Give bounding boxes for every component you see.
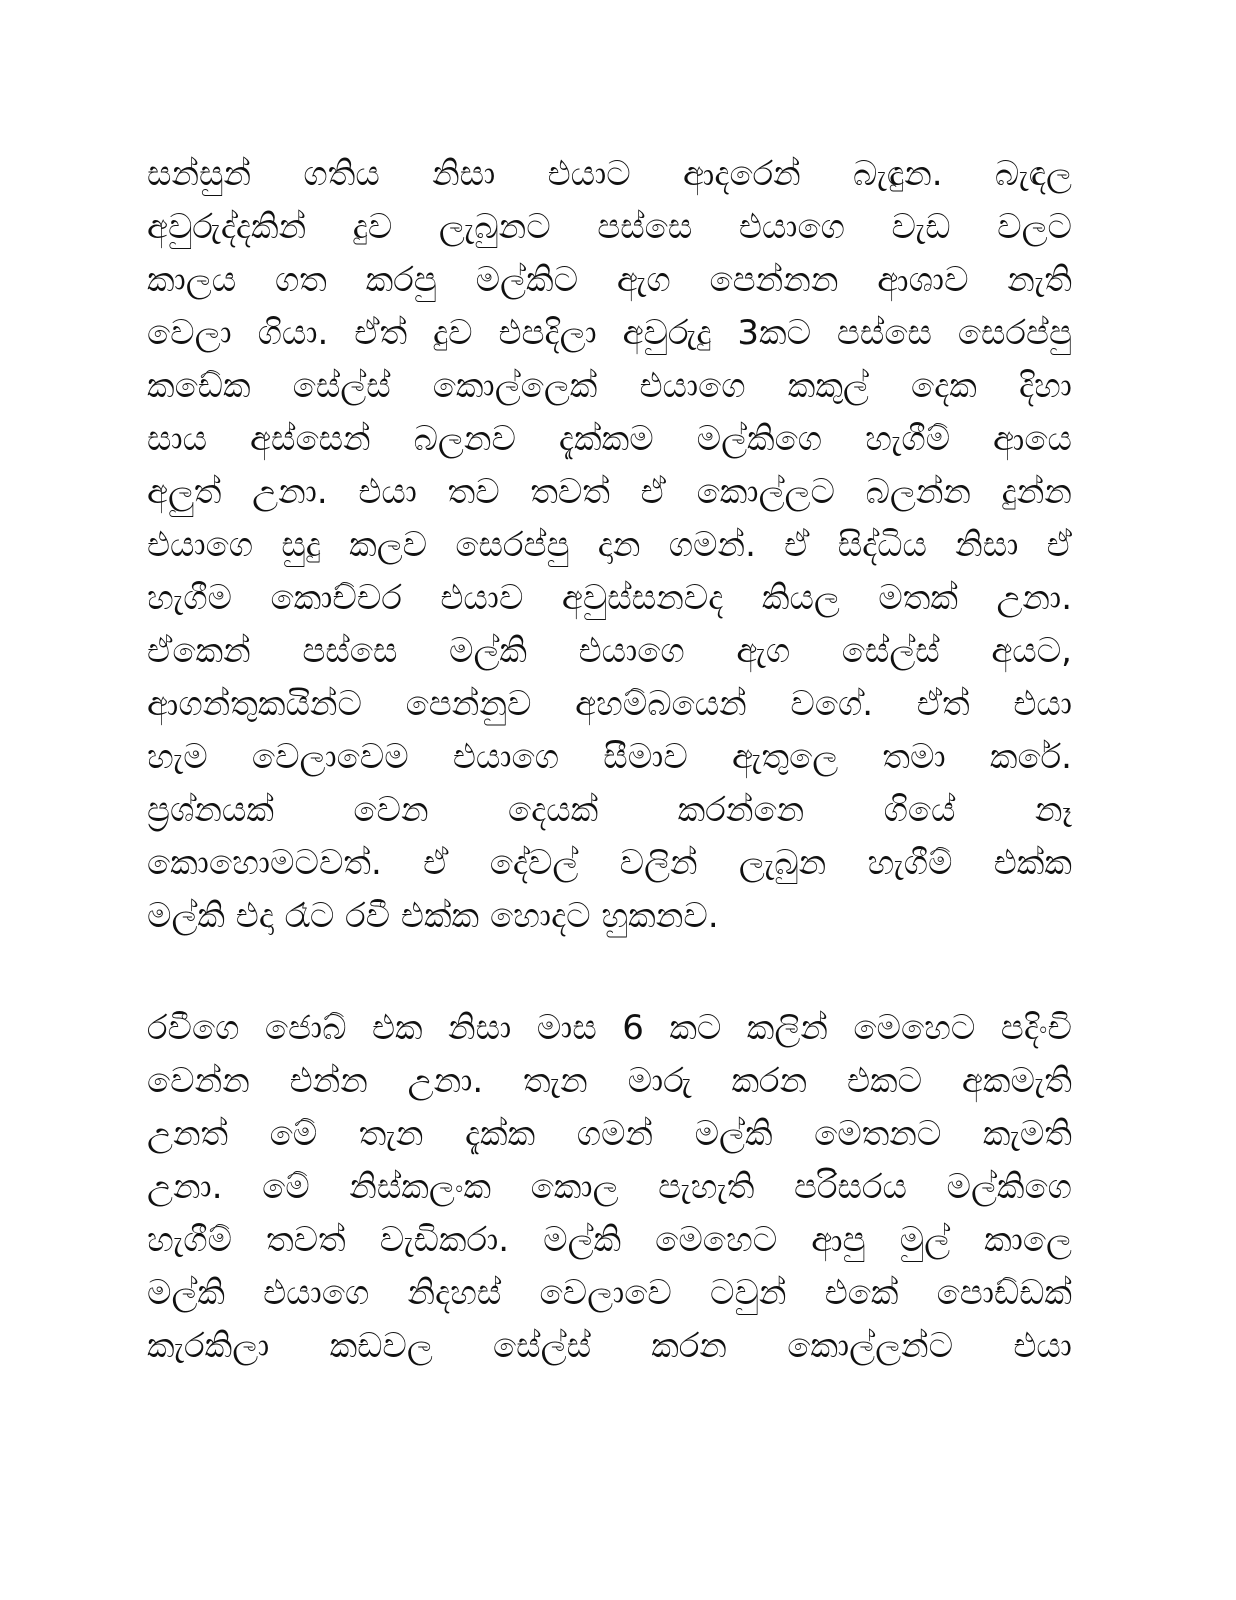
text-line: හැම වෙලාවෙම එයාගෙ සීමාව ඇතුලෙ තමා කරේ. [147,737,1072,777]
text-line: කැරකිලා කඩවල සේල්ස් කරන කොල්ලන්ට එයා [147,1326,1072,1366]
text-line: රවීගෙ ජොබ් එක නිසා මාස 6 කට කලින් මෙහෙට පදිංචි [147,1008,1072,1048]
text-line: වෙන්න එන්න උනා. තැන මාරු කරන එකට අකමැති [147,1061,1072,1101]
text-line: මල්කි එයාගෙ නිදහස් වෙලාවෙ ටවුන් එකේ පොඩ්ඩක් [147,1273,1072,1313]
text-line: ප්‍රශ්නයක් වෙන දෙයක් කරන්නෙ ගියේ නෑ [147,790,1072,830]
text-line: වෙලා ගියා. ඒත් දුව එපදිලා අවුරුදු 3කට පස්සෙ සෙරප්පු [147,313,1072,353]
text-line: ඒකෙන් පස්සෙ මල්කි එයාගෙ ඇග සේල්ස් අයට, [147,631,1072,671]
text-line: එයාගෙ සුදු කලව සෙරප්පු දාන ගමන්. ඒ සිද්ධිය නිසා ඒ [147,525,1072,565]
text-line: කොහොමටවත්. ඒ දේවල් වලින් ලැබුන හැගීම් එක්ක [147,843,1072,883]
text-line: හැගීම කොච්චර එයාව අවුස්සනවද කියල මතක් උනා. [147,578,1072,618]
text-line: අලුත් උනා. එයා තව තවත් ඒ කොල්ලට බලන්න දුන්න [147,472,1072,512]
text-line: උනා. මේ නිස්කලංක කොල පැහැති පරිසරය මල්කිගෙ [147,1167,1072,1207]
text-line: කඩේක සේල්ස් කොල්ලෙක් එයාගෙ කකුල් දෙක දිහා [147,366,1072,406]
text-line: සාය අස්සෙන් බලනව දැක්කම මල්කිගෙ හැගීම් ආයෙ [147,419,1072,459]
paragraph-1 [147,148,1072,943]
text-line: ආගන්තුකයින්ට පෙන්නුව අහම්බයෙන් වගේ. ඒත් එයා [147,684,1072,724]
paragraph-2 [147,1002,1072,1373]
text-line: අවුරුද්දකින් දුව ලැබුනට පස්සෙ එයාගෙ වැඩ වලට [147,207,1072,247]
text-line: උනත් මේ තැන දැක්ක ගමන් මල්කි මෙතනට කැමති [147,1114,1072,1154]
text-line: හැගීම් තවත් වැඩිකරා. මල්කි මෙහෙට ආපු මුල් කාලෙ [147,1220,1072,1260]
text-line: සන්සුන් ගතිය නිසා එයාට ආදරෙන් බැඳුන. බැඳල [147,154,1072,194]
text-line: කාලය ගත කරපු මල්කිට ඇග පෙන්නන ආශාව නැති [147,260,1072,300]
text-line: මල්කි එදා රෑට රවී එක්ක හොදට හුකනව. [147,896,719,936]
